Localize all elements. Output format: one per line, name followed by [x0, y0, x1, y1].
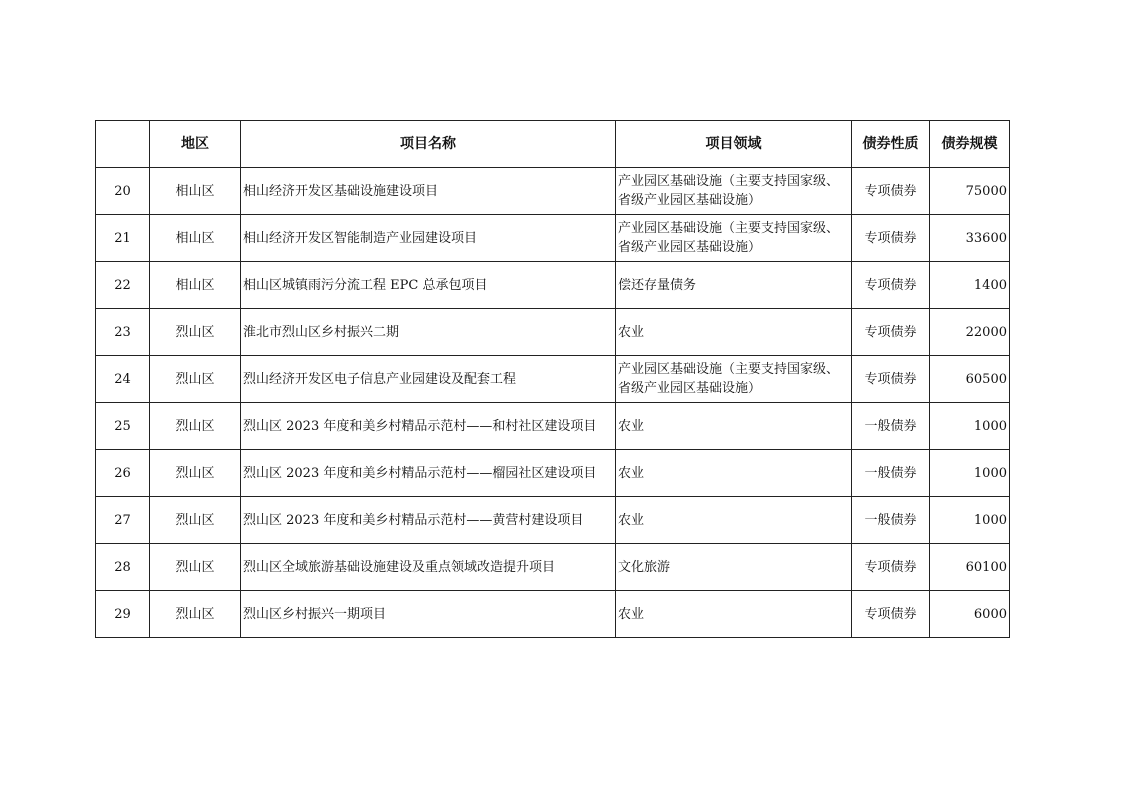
cell-region: 烈山区 [150, 309, 241, 356]
header-region: 地区 [150, 121, 241, 168]
cell-project-field: 产业园区基础设施（主要支持国家级、省级产业园区基础设施） [616, 168, 852, 215]
cell-region: 烈山区 [150, 356, 241, 403]
table-row [96, 403, 1010, 450]
cell-bond-nature: 专项债券 [852, 309, 930, 356]
cell-bond-scale: 33600 [930, 215, 1010, 262]
cell-no: 24 [96, 356, 150, 403]
cell-bond-scale: 6000 [930, 591, 1010, 638]
cell-no: 28 [96, 544, 150, 591]
cell-no: 26 [96, 450, 150, 497]
header-project-name: 项目名称 [241, 121, 616, 168]
table-row [96, 450, 1010, 497]
cell-region: 烈山区 [150, 544, 241, 591]
cell-bond-scale: 1000 [930, 450, 1010, 497]
table-row [96, 262, 1010, 309]
cell-bond-scale: 22000 [930, 309, 1010, 356]
cell-no: 29 [96, 591, 150, 638]
cell-bond-nature: 一般债券 [852, 497, 930, 544]
cell-region: 相山区 [150, 168, 241, 215]
cell-bond-scale: 1000 [930, 497, 1010, 544]
cell-bond-nature: 专项债券 [852, 544, 930, 591]
cell-bond-nature: 一般债券 [852, 450, 930, 497]
cell-project-field: 文化旅游 [616, 544, 852, 591]
cell-bond-scale: 60100 [930, 544, 1010, 591]
cell-bond-scale: 75000 [930, 168, 1010, 215]
cell-bond-nature: 专项债券 [852, 215, 930, 262]
cell-region: 烈山区 [150, 450, 241, 497]
table-row [96, 544, 1010, 591]
bond-project-table [95, 120, 1010, 638]
cell-no: 23 [96, 309, 150, 356]
cell-project-field: 农业 [616, 450, 852, 497]
cell-bond-nature: 一般债券 [852, 403, 930, 450]
cell-project-name: 淮北市烈山区乡村振兴二期 [241, 309, 616, 356]
cell-region: 相山区 [150, 262, 241, 309]
cell-region: 烈山区 [150, 591, 241, 638]
table-row [96, 591, 1010, 638]
cell-project-field: 偿还存量债务 [616, 262, 852, 309]
header-bond-scale: 债券规模 [930, 121, 1010, 168]
cell-region: 相山区 [150, 215, 241, 262]
cell-no: 21 [96, 215, 150, 262]
cell-project-name: 相山经济开发区智能制造产业园建设项目 [241, 215, 616, 262]
cell-project-field: 农业 [616, 309, 852, 356]
cell-project-field: 农业 [616, 497, 852, 544]
cell-no: 20 [96, 168, 150, 215]
cell-project-name: 相山经济开发区基础设施建设项目 [241, 168, 616, 215]
cell-project-name: 烈山区 2023 年度和美乡村精品示范村——榴园社区建设项目 [241, 450, 616, 497]
cell-bond-nature: 专项债券 [852, 168, 930, 215]
cell-project-name: 烈山区 2023 年度和美乡村精品示范村——黄营村建设项目 [241, 497, 616, 544]
cell-bond-scale: 1400 [930, 262, 1010, 309]
cell-bond-scale: 60500 [930, 356, 1010, 403]
cell-project-field: 产业园区基础设施（主要支持国家级、省级产业园区基础设施） [616, 356, 852, 403]
cell-project-name: 烈山区全域旅游基础设施建设及重点领域改造提升项目 [241, 544, 616, 591]
cell-project-field: 农业 [616, 403, 852, 450]
cell-no: 27 [96, 497, 150, 544]
header-project-field: 项目领域 [616, 121, 852, 168]
cell-region: 烈山区 [150, 403, 241, 450]
header-bond-nature: 债券性质 [852, 121, 930, 168]
cell-project-field: 产业园区基础设施（主要支持国家级、省级产业园区基础设施） [616, 215, 852, 262]
table-row [96, 168, 1010, 215]
cell-project-name: 相山区城镇雨污分流工程 EPC 总承包项目 [241, 262, 616, 309]
cell-project-field: 农业 [616, 591, 852, 638]
cell-project-name: 烈山经济开发区电子信息产业园建设及配套工程 [241, 356, 616, 403]
table-row [96, 497, 1010, 544]
header-no [96, 121, 150, 168]
table-row [96, 356, 1010, 403]
cell-no: 22 [96, 262, 150, 309]
cell-region: 烈山区 [150, 497, 241, 544]
table-row [96, 309, 1010, 356]
table-row [96, 215, 1010, 262]
cell-bond-nature: 专项债券 [852, 262, 930, 309]
cell-bond-nature: 专项债券 [852, 591, 930, 638]
cell-bond-scale: 1000 [930, 403, 1010, 450]
cell-project-name: 烈山区乡村振兴一期项目 [241, 591, 616, 638]
table-header-row [96, 121, 1010, 168]
cell-no: 25 [96, 403, 150, 450]
cell-project-name: 烈山区 2023 年度和美乡村精品示范村——和村社区建设项目 [241, 403, 616, 450]
cell-bond-nature: 专项债券 [852, 356, 930, 403]
